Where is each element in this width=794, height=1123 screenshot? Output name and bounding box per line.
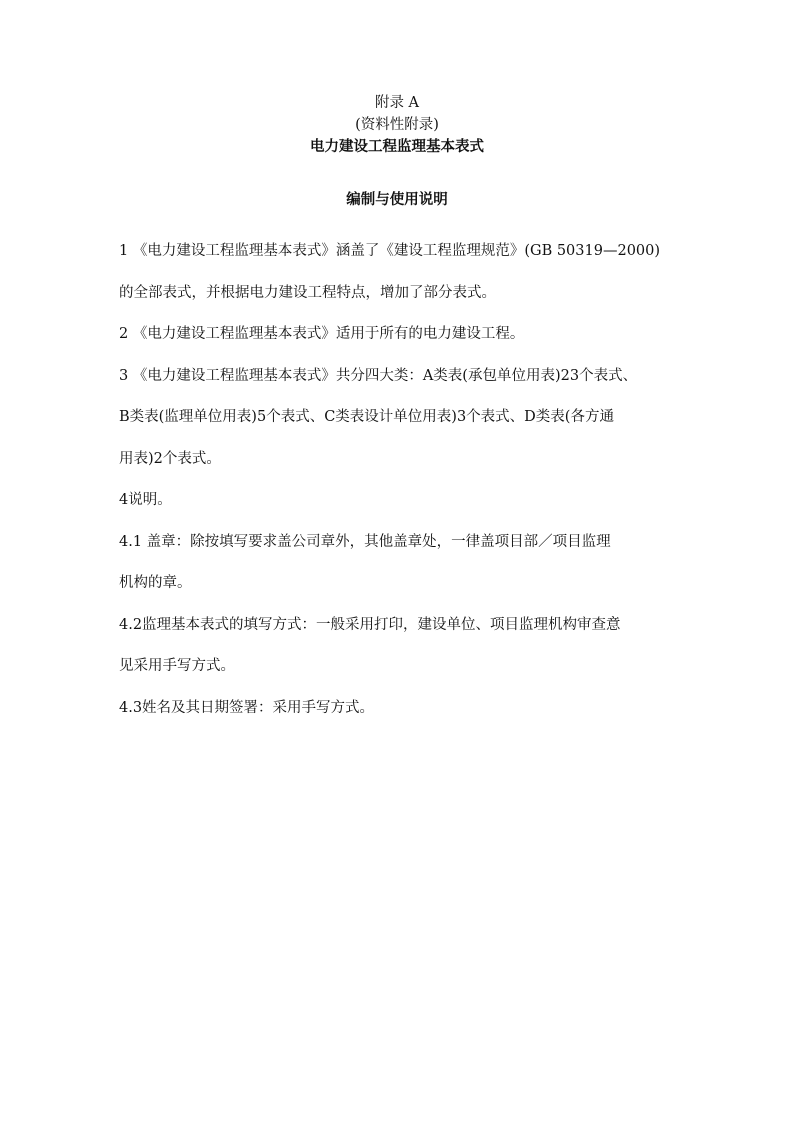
appendix-heading	[0, 92, 794, 158]
section-heading: 编制与使用说明	[346, 191, 448, 208]
paragraph-line: 的全部表式，并根据电力建设工程特点，增加了部分表式。	[119, 284, 496, 301]
paragraph-line: 机构的章。	[119, 575, 192, 591]
document-body	[119, 231, 679, 729]
paragraph-line: B类表(监理单位用表)5个表式、C类表设计单位用表)3个表式、D类表(各方通	[119, 409, 614, 425]
document-title: 电力建设工程监理基本表式	[310, 138, 484, 155]
paragraph-line: 4说明。	[119, 492, 172, 508]
paragraph-line: 用表)2个表式。	[119, 450, 221, 467]
paragraph-line: 4.3姓名及其日期签署：采用手写方式。	[119, 699, 375, 716]
paragraph-line: 4.1 盖章：除按填写要求盖公司章外，其他盖章处，一律盖项目部／项目监理	[119, 533, 611, 550]
paragraph-line: 4.2监理基本表式的填写方式：一般采用打印，建设单位、项目监理机构审查意	[119, 616, 621, 633]
appendix-note: (资料性附录)	[355, 117, 439, 133]
paragraph-line: 见采用手写方式。	[119, 658, 235, 674]
paragraph-line: 2 《电力建设工程监理基本表式》适用于所有的电力建设工程。	[119, 326, 525, 342]
paragraph-line: 1 《电力建设工程监理基本表式》涵盖了《建设工程监理规范》(GB 50319—2000)	[119, 243, 661, 259]
paragraph-line: 3 《电力建设工程监理基本表式》共分四大类：A类表(承包单位用表)23个表式、	[119, 367, 638, 384]
appendix-label: 附录 A	[374, 95, 420, 111]
